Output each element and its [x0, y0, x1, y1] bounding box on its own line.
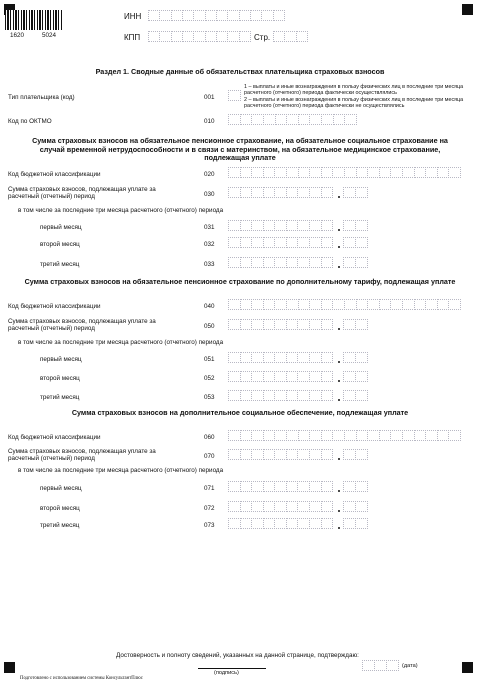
block-3-m2-kopecks[interactable] [343, 501, 367, 512]
block-1-sum-kopecks[interactable] [343, 187, 367, 198]
block-3-m3-rubles[interactable] [228, 518, 332, 529]
block-1-kbk-label: Код бюджетной классификации [8, 171, 101, 178]
block-2-m3-label: третий месяц [40, 394, 80, 401]
block-1-code-m3: 033 [204, 261, 215, 268]
block-2-code-m2: 052 [204, 375, 215, 382]
block-1-code-m1: 031 [204, 224, 215, 231]
kpp-field[interactable] [148, 31, 250, 42]
block-1-m2-kopecks[interactable] [343, 237, 367, 248]
block-3-code-m3: 073 [204, 522, 215, 529]
block-2-m3-rubles[interactable] [228, 390, 332, 401]
section-title: Раздел 1. Сводные данные об обязательствах плательщика страховых взносов [95, 67, 385, 76]
inn-label: ИНН [124, 12, 142, 21]
kpp-label: КПП [124, 33, 141, 42]
decimal-point [338, 328, 340, 330]
block-1-m3-kopecks[interactable] [343, 257, 367, 268]
decimal-point [338, 266, 340, 268]
decimal-point [338, 229, 340, 231]
block-3-m3-label: третий месяц [40, 522, 80, 529]
block-3-m3-kopecks[interactable] [343, 518, 367, 529]
block-2-code-m1: 051 [204, 356, 215, 363]
block-3-m1-rubles[interactable] [228, 481, 332, 492]
block-2-code-kbk: 040 [204, 303, 215, 310]
payer-type-label: Тип плательщика (код) [8, 94, 75, 101]
block-3-title: Сумма страховых взносов на дополнительное социальное обеспечение, подлежащая уплате [71, 408, 409, 417]
block-3-code-sum: 070 [204, 453, 215, 460]
decimal-point [338, 361, 340, 363]
corner-marker-bottom-right [462, 662, 473, 673]
decimal-point [338, 490, 340, 492]
page-field[interactable] [273, 31, 307, 42]
block-3-kbk-label: Код бюджетной классификации [8, 434, 101, 441]
block-2-m1-kopecks[interactable] [343, 352, 367, 363]
block-3-m2-label: второй месяц [40, 505, 80, 512]
payer-type-option-1: 1 – выплаты и иные вознаграждения в пользу физических лиц в последние три месяца расчетного (отчетного) периода фактически осуществлялись [244, 84, 464, 97]
block-2-code-sum: 050 [204, 323, 215, 330]
block-2-title: Сумма страховых взносов на обязательное пенсионное страхование по дополнительному тарифу, подлежащая уплате [24, 277, 456, 286]
block-1-sum-label: Сумма страховых взносов, подлежащая уплате за расчетный (отчетный) период [8, 186, 156, 201]
block-2-kbk-label: Код бюджетной классификации [8, 303, 101, 310]
block-1-sum-rubles[interactable] [228, 187, 332, 198]
payer-type-code: 001 [204, 94, 215, 101]
block-3-m2-rubles[interactable] [228, 501, 332, 512]
block-1-code-sum: 030 [204, 191, 215, 198]
block-3-sum-kopecks[interactable] [343, 449, 367, 460]
block-1-code-kbk: 020 [204, 171, 215, 178]
barcode [5, 10, 63, 30]
decimal-point [338, 458, 340, 460]
payer-type-option-2: 2 – выплаты и иные вознаграждения в пользу физических лиц в последние три месяца расчетного (отчетного) периода фактически не осуществлялись [244, 97, 464, 110]
decimal-point [338, 510, 340, 512]
decimal-point [338, 380, 340, 382]
inn-field[interactable] [148, 10, 284, 21]
block-2-sum-label: Сумма страховых взносов, подлежащая уплате за расчетный (отчетный) период [8, 318, 156, 333]
date-caption: (дата) [402, 663, 418, 669]
oktmo-code: 010 [204, 118, 215, 125]
decimal-point [338, 399, 340, 401]
block-2-m1-label: первый месяц [40, 356, 82, 363]
block-2-code-m3: 053 [204, 394, 215, 401]
block-2-sum-kopecks[interactable] [343, 319, 367, 330]
block-1-m1-rubles[interactable] [228, 220, 332, 231]
block-3-code-m1: 071 [204, 485, 215, 492]
corner-marker-top-right [462, 4, 473, 15]
barcode-number-1: 1620 [10, 32, 25, 39]
payer-type-field[interactable] [228, 90, 240, 101]
signature-caption: (подпись) [214, 670, 239, 676]
decimal-point [338, 527, 340, 529]
block-1-m3-rubles[interactable] [228, 257, 332, 268]
block-1-incl-label: в том числе за последние три месяца расчетного (отчетного) периода [18, 207, 224, 214]
page-label: Стр. [254, 33, 271, 42]
block-3-code-kbk: 060 [204, 434, 215, 441]
block-1-m1-label: первый месяц [40, 224, 82, 231]
oktmo-field[interactable] [228, 114, 356, 125]
block-2-m2-rubles[interactable] [228, 371, 332, 382]
block-3-code-m2: 072 [204, 505, 215, 512]
block-2-incl-label: в том числе за последние три месяца расчетного (отчетного) периода [18, 339, 224, 346]
block-3-m1-label: первый месяц [40, 485, 82, 492]
block-2-sum-rubles[interactable] [228, 319, 332, 330]
block-3-incl-label: в том числе за последние три месяца расчетного (отчетного) периода [18, 467, 224, 474]
block-1-code-m2: 032 [204, 241, 215, 248]
date-field[interactable] [362, 660, 398, 671]
corner-marker-bottom-left [4, 662, 15, 673]
oktmo-label: Код по ОКТМО [8, 118, 52, 125]
barcode-number-2: 5024 [42, 32, 57, 39]
block-2-m2-label: второй месяц [40, 375, 80, 382]
block-2-m3-kopecks[interactable] [343, 390, 367, 401]
block-2-kbk-field[interactable] [228, 299, 460, 310]
block-1-title: Сумма страховых взносов на обязательное пенсионное страхование, на обязательное социальное страхование на случай временной нетрудоспособности и в связи с материнством, на обязательное медицинское страхование, подлежащая уплате [32, 136, 448, 163]
footer-source: Подготовлено с использованием системы КонсультантПлюс [20, 676, 143, 681]
decimal-point [338, 246, 340, 248]
block-3-sum-label: Сумма страховых взносов, подлежащая уплате за расчетный (отчетный) период [8, 448, 156, 463]
block-3-kbk-field[interactable] [228, 430, 460, 441]
decimal-point [338, 196, 340, 198]
signature-line[interactable] [198, 668, 266, 669]
block-1-kbk-field[interactable] [228, 167, 460, 178]
block-1-m3-label: третий месяц [40, 261, 80, 268]
block-1-m2-label: второй месяц [40, 241, 80, 248]
block-1-m1-kopecks[interactable] [343, 220, 367, 231]
block-3-m1-kopecks[interactable] [343, 481, 367, 492]
block-2-m1-rubles[interactable] [228, 352, 332, 363]
block-1-m2-rubles[interactable] [228, 237, 332, 248]
footer-confirm-text: Достоверность и полноту сведений, указанных на данной странице, подтверждаю: [116, 652, 359, 659]
block-3-sum-rubles[interactable] [228, 449, 332, 460]
block-2-m2-kopecks[interactable] [343, 371, 367, 382]
